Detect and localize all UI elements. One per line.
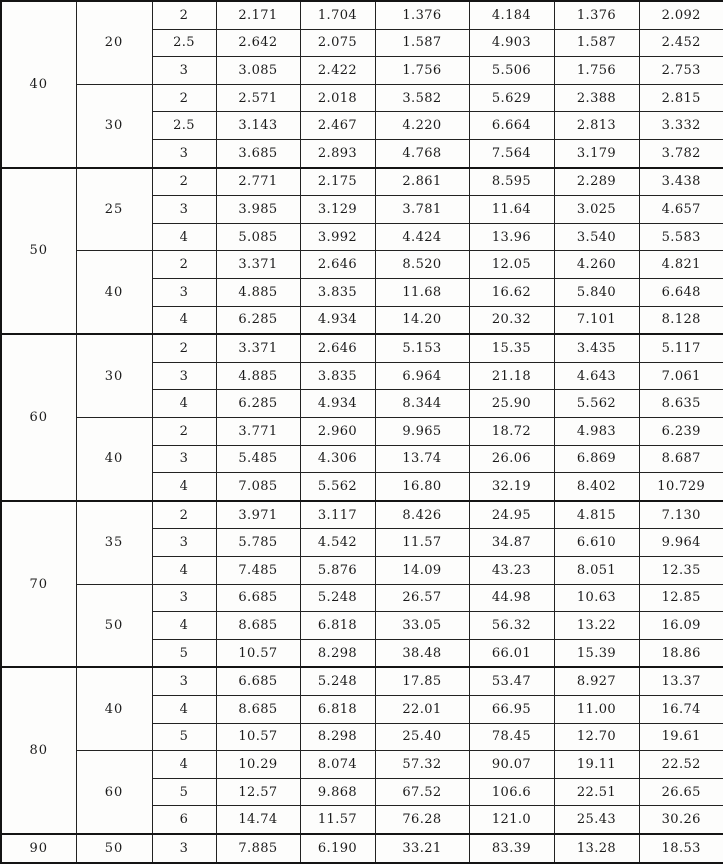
value-cell-5: 4.260: [554, 251, 639, 279]
value-cell-3: 5.153: [375, 334, 469, 362]
value-cell-5: 3.540: [554, 223, 639, 251]
value-cell-5: 4.983: [554, 417, 639, 445]
value-cell-3: 14.09: [375, 556, 469, 584]
value-cell-4: 5.629: [469, 84, 554, 112]
value-cell-5: 1.756: [554, 57, 639, 85]
value-cell-1: 2.171: [216, 1, 300, 29]
group-cell: 50: [1, 168, 76, 335]
value-cell-5: 12.70: [554, 723, 639, 751]
value-cell-6: 10.729: [639, 473, 723, 501]
value-cell-2: 4.306: [300, 445, 375, 473]
value-cell-4: 6.664: [469, 112, 554, 140]
size-cell: 3: [152, 834, 216, 863]
value-cell-3: 8.520: [375, 251, 469, 279]
size-cell: 5: [152, 639, 216, 667]
value-cell-1: 3.771: [216, 417, 300, 445]
value-cell-4: 13.96: [469, 223, 554, 251]
value-cell-6: 4.657: [639, 196, 723, 224]
size-cell: 4: [152, 473, 216, 501]
value-cell-6: 18.86: [639, 639, 723, 667]
value-cell-6: 16.09: [639, 612, 723, 640]
value-cell-6: 12.85: [639, 584, 723, 612]
size-cell: 3: [152, 196, 216, 224]
value-cell-1: 3.085: [216, 57, 300, 85]
table-row: [1, 334, 723, 362]
size-cell: 4: [152, 695, 216, 723]
value-cell-2: 3.129: [300, 196, 375, 224]
value-cell-5: 2.388: [554, 84, 639, 112]
value-cell-4: 66.95: [469, 695, 554, 723]
size-cell: 2: [152, 1, 216, 29]
group-cell: 40: [1, 1, 76, 168]
value-cell-2: 2.960: [300, 417, 375, 445]
value-cell-1: 14.74: [216, 806, 300, 834]
value-cell-6: 8.635: [639, 390, 723, 418]
size-cell: 2: [152, 417, 216, 445]
value-cell-5: 3.435: [554, 334, 639, 362]
subgroup-cell: 50: [76, 584, 152, 667]
size-cell: 5: [152, 778, 216, 806]
value-cell-1: 6.285: [216, 390, 300, 418]
value-cell-3: 8.344: [375, 390, 469, 418]
value-cell-6: 2.815: [639, 84, 723, 112]
value-cell-5: 2.289: [554, 168, 639, 196]
value-cell-4: 4.184: [469, 1, 554, 29]
value-cell-2: 2.175: [300, 168, 375, 196]
value-cell-5: 4.643: [554, 362, 639, 390]
value-cell-1: 5.085: [216, 223, 300, 251]
value-cell-1: 3.971: [216, 501, 300, 529]
size-cell: 4: [152, 223, 216, 251]
table-row: [1, 417, 723, 445]
value-cell-6: 4.821: [639, 251, 723, 279]
value-cell-6: 3.332: [639, 112, 723, 140]
size-cell: 3: [152, 584, 216, 612]
value-cell-5: 8.051: [554, 556, 639, 584]
group-cell: 90: [1, 834, 76, 863]
value-cell-4: 16.62: [469, 278, 554, 306]
value-cell-3: 3.781: [375, 196, 469, 224]
value-cell-4: 8.595: [469, 168, 554, 196]
value-cell-3: 13.74: [375, 445, 469, 473]
value-cell-4: 90.07: [469, 751, 554, 779]
value-cell-3: 33.05: [375, 612, 469, 640]
size-cell: 4: [152, 306, 216, 334]
value-cell-1: 4.885: [216, 278, 300, 306]
size-cell: 5: [152, 723, 216, 751]
value-cell-2: 2.422: [300, 57, 375, 85]
size-cell: 2.5: [152, 112, 216, 140]
value-cell-6: 3.438: [639, 168, 723, 196]
value-cell-1: 6.285: [216, 306, 300, 334]
value-cell-2: 9.868: [300, 778, 375, 806]
value-cell-5: 3.025: [554, 196, 639, 224]
value-cell-4: 5.506: [469, 57, 554, 85]
subgroup-cell: 60: [76, 751, 152, 834]
value-cell-3: 17.85: [375, 667, 469, 695]
table-row: [1, 584, 723, 612]
value-cell-3: 33.21: [375, 834, 469, 863]
table-row: [1, 84, 723, 112]
value-cell-1: 5.485: [216, 445, 300, 473]
value-cell-5: 5.840: [554, 278, 639, 306]
value-cell-4: 56.32: [469, 612, 554, 640]
value-cell-5: 6.610: [554, 529, 639, 557]
subgroup-cell: 50: [76, 834, 152, 863]
value-cell-5: 25.43: [554, 806, 639, 834]
value-cell-5: 13.22: [554, 612, 639, 640]
value-cell-1: 7.485: [216, 556, 300, 584]
value-cell-1: 7.085: [216, 473, 300, 501]
value-cell-3: 14.20: [375, 306, 469, 334]
value-cell-3: 4.768: [375, 139, 469, 167]
value-cell-4: 20.32: [469, 306, 554, 334]
value-cell-6: 6.648: [639, 278, 723, 306]
value-cell-3: 38.48: [375, 639, 469, 667]
subgroup-cell: 40: [76, 251, 152, 334]
value-cell-5: 19.11: [554, 751, 639, 779]
value-cell-4: 15.35: [469, 334, 554, 362]
value-cell-6: 5.583: [639, 223, 723, 251]
value-cell-2: 2.646: [300, 251, 375, 279]
value-cell-4: 26.06: [469, 445, 554, 473]
value-cell-5: 2.813: [554, 112, 639, 140]
size-cell: 2: [152, 501, 216, 529]
value-cell-3: 76.28: [375, 806, 469, 834]
size-cell: 2.5: [152, 29, 216, 57]
value-cell-6: 16.74: [639, 695, 723, 723]
value-cell-1: 7.885: [216, 834, 300, 863]
size-cell: 2: [152, 168, 216, 196]
value-cell-3: 57.32: [375, 751, 469, 779]
table-row: [1, 667, 723, 695]
value-cell-4: 43.23: [469, 556, 554, 584]
value-cell-6: 22.52: [639, 751, 723, 779]
value-cell-5: 15.39: [554, 639, 639, 667]
value-cell-2: 5.562: [300, 473, 375, 501]
value-cell-4: 121.0: [469, 806, 554, 834]
subgroup-cell: 30: [76, 84, 152, 167]
value-cell-1: 10.29: [216, 751, 300, 779]
value-cell-4: 34.87: [469, 529, 554, 557]
value-cell-2: 4.542: [300, 529, 375, 557]
size-cell: 3: [152, 57, 216, 85]
value-cell-2: 6.818: [300, 695, 375, 723]
value-cell-2: 3.117: [300, 501, 375, 529]
value-cell-2: 2.646: [300, 334, 375, 362]
value-cell-2: 4.934: [300, 390, 375, 418]
value-cell-2: 5.876: [300, 556, 375, 584]
value-cell-6: 2.092: [639, 1, 723, 29]
table-row: [1, 1, 723, 29]
value-cell-5: 8.927: [554, 667, 639, 695]
value-cell-6: 26.65: [639, 778, 723, 806]
value-cell-6: 3.782: [639, 139, 723, 167]
group-cell: 60: [1, 334, 76, 501]
value-cell-2: 8.298: [300, 723, 375, 751]
value-cell-6: 19.61: [639, 723, 723, 751]
value-cell-6: 5.117: [639, 334, 723, 362]
value-cell-4: 25.90: [469, 390, 554, 418]
value-cell-4: 53.47: [469, 667, 554, 695]
subgroup-cell: 40: [76, 417, 152, 500]
subgroup-cell: 35: [76, 501, 152, 584]
table-row: [1, 251, 723, 279]
value-cell-5: 6.869: [554, 445, 639, 473]
value-cell-2: 5.248: [300, 584, 375, 612]
value-cell-1: 3.685: [216, 139, 300, 167]
size-cell: 3: [152, 278, 216, 306]
value-cell-2: 3.835: [300, 278, 375, 306]
value-cell-6: 2.753: [639, 57, 723, 85]
size-cell: 2: [152, 251, 216, 279]
value-cell-2: 2.467: [300, 112, 375, 140]
value-cell-3: 22.01: [375, 695, 469, 723]
value-cell-2: 5.248: [300, 667, 375, 695]
value-cell-1: 3.985: [216, 196, 300, 224]
value-cell-3: 4.424: [375, 223, 469, 251]
value-cell-2: 2.018: [300, 84, 375, 112]
value-cell-5: 3.179: [554, 139, 639, 167]
size-cell: 4: [152, 390, 216, 418]
value-cell-2: 2.893: [300, 139, 375, 167]
value-cell-4: 12.05: [469, 251, 554, 279]
value-cell-1: 2.571: [216, 84, 300, 112]
value-cell-1: 3.143: [216, 112, 300, 140]
value-cell-4: 7.564: [469, 139, 554, 167]
value-cell-6: 8.128: [639, 306, 723, 334]
size-cell: 3: [152, 529, 216, 557]
value-cell-5: 5.562: [554, 390, 639, 418]
value-cell-3: 4.220: [375, 112, 469, 140]
value-cell-6: 6.239: [639, 417, 723, 445]
value-cell-3: 11.57: [375, 529, 469, 557]
value-cell-6: 7.130: [639, 501, 723, 529]
size-cell: 4: [152, 612, 216, 640]
subgroup-cell: 30: [76, 334, 152, 417]
value-cell-6: 8.687: [639, 445, 723, 473]
value-cell-5: 11.00: [554, 695, 639, 723]
table-row: [1, 501, 723, 529]
group-cell: 70: [1, 501, 76, 668]
value-cell-6: 7.061: [639, 362, 723, 390]
value-cell-5: 22.51: [554, 778, 639, 806]
value-cell-1: 6.685: [216, 667, 300, 695]
value-cell-6: 18.53: [639, 834, 723, 863]
value-cell-1: 10.57: [216, 639, 300, 667]
size-cell: 2: [152, 334, 216, 362]
subgroup-cell: 20: [76, 1, 152, 84]
value-cell-4: 106.6: [469, 778, 554, 806]
value-cell-3: 8.426: [375, 501, 469, 529]
value-cell-2: 11.57: [300, 806, 375, 834]
value-cell-3: 1.587: [375, 29, 469, 57]
value-cell-2: 3.992: [300, 223, 375, 251]
subgroup-cell: 25: [76, 168, 152, 251]
size-cell: 6: [152, 806, 216, 834]
value-cell-4: 4.903: [469, 29, 554, 57]
value-cell-1: 3.371: [216, 334, 300, 362]
value-cell-3: 67.52: [375, 778, 469, 806]
value-cell-4: 66.01: [469, 639, 554, 667]
value-cell-4: 21.18: [469, 362, 554, 390]
value-cell-6: 30.26: [639, 806, 723, 834]
table-body: [1, 1, 723, 863]
value-cell-1: 2.642: [216, 29, 300, 57]
size-cell: 3: [152, 667, 216, 695]
table-row: [1, 834, 723, 863]
value-cell-6: 9.964: [639, 529, 723, 557]
value-cell-4: 18.72: [469, 417, 554, 445]
value-cell-3: 3.582: [375, 84, 469, 112]
value-cell-4: 44.98: [469, 584, 554, 612]
value-cell-3: 1.756: [375, 57, 469, 85]
value-cell-2: 2.075: [300, 29, 375, 57]
value-cell-1: 4.885: [216, 362, 300, 390]
value-cell-1: 2.771: [216, 168, 300, 196]
size-cell: 2: [152, 84, 216, 112]
value-cell-5: 1.587: [554, 29, 639, 57]
value-cell-4: 24.95: [469, 501, 554, 529]
size-cell: 4: [152, 751, 216, 779]
value-cell-3: 1.376: [375, 1, 469, 29]
value-cell-4: 11.64: [469, 196, 554, 224]
value-cell-3: 11.68: [375, 278, 469, 306]
value-cell-2: 8.298: [300, 639, 375, 667]
value-cell-5: 8.402: [554, 473, 639, 501]
table-row: [1, 168, 723, 196]
value-cell-1: 8.685: [216, 612, 300, 640]
value-cell-2: 3.835: [300, 362, 375, 390]
value-cell-5: 13.28: [554, 834, 639, 863]
size-cell: 3: [152, 139, 216, 167]
table-row: [1, 751, 723, 779]
value-cell-4: 32.19: [469, 473, 554, 501]
value-cell-1: 10.57: [216, 723, 300, 751]
value-cell-1: 5.785: [216, 529, 300, 557]
value-cell-2: 6.190: [300, 834, 375, 863]
value-cell-3: 6.964: [375, 362, 469, 390]
value-cell-5: 1.376: [554, 1, 639, 29]
value-cell-5: 10.63: [554, 584, 639, 612]
value-cell-1: 6.685: [216, 584, 300, 612]
value-cell-6: 12.35: [639, 556, 723, 584]
value-cell-3: 16.80: [375, 473, 469, 501]
group-cell: 80: [1, 667, 76, 834]
value-cell-3: 9.965: [375, 417, 469, 445]
value-cell-3: 25.40: [375, 723, 469, 751]
value-cell-4: 83.39: [469, 834, 554, 863]
value-cell-2: 6.818: [300, 612, 375, 640]
value-cell-6: 13.37: [639, 667, 723, 695]
value-cell-5: 7.101: [554, 306, 639, 334]
value-cell-5: 4.815: [554, 501, 639, 529]
size-cell: 3: [152, 445, 216, 473]
value-cell-2: 8.074: [300, 751, 375, 779]
value-cell-3: 26.57: [375, 584, 469, 612]
size-cell: 3: [152, 362, 216, 390]
value-cell-2: 4.934: [300, 306, 375, 334]
subgroup-cell: 40: [76, 667, 152, 750]
value-cell-2: 1.704: [300, 1, 375, 29]
value-cell-1: 12.57: [216, 778, 300, 806]
value-cell-6: 2.452: [639, 29, 723, 57]
value-cell-1: 3.371: [216, 251, 300, 279]
size-cell: 4: [152, 556, 216, 584]
value-cell-3: 2.861: [375, 168, 469, 196]
value-cell-1: 8.685: [216, 695, 300, 723]
value-cell-4: 78.45: [469, 723, 554, 751]
